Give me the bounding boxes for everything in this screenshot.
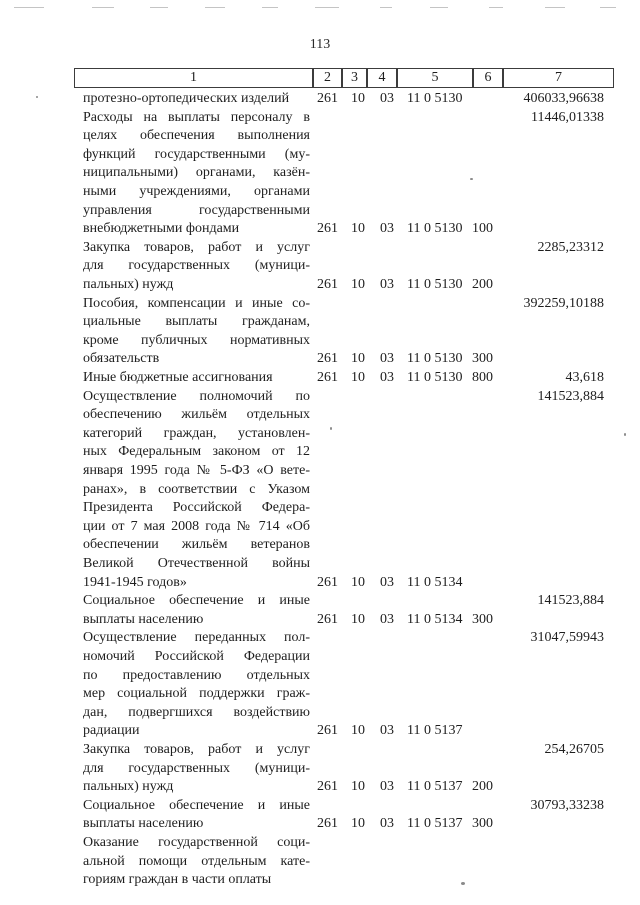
column-header: 4 (367, 68, 397, 88)
row-description-line: целях обеспечения выполнения (83, 128, 310, 144)
scan-edge-mark (600, 7, 616, 8)
row-description-line: функций государственными (му- (83, 146, 310, 162)
row-description-line: обязательств (83, 351, 160, 367)
cell-subsection: 03 (380, 816, 394, 832)
cell-amount: 406033,96638 (523, 91, 604, 106)
row-description-line: гориям граждан в части оплаты (83, 872, 272, 888)
cell-target-article: 11 0 5134 (407, 574, 463, 590)
cell-expense-type: 200 (472, 779, 493, 795)
row-description-line: циальные выплаты гражданам, (83, 314, 310, 330)
scan-speck (36, 96, 38, 98)
cell-section: 10 (351, 91, 365, 106)
cell-amount: 30793,33238 (530, 797, 604, 813)
row-description-line: января 1995 года № 5-ФЗ «О вете- (83, 463, 310, 478)
cell-expense-type: 200 (472, 277, 493, 292)
row-description-line: радиации (83, 723, 140, 739)
cell-section: 10 (351, 779, 365, 795)
scan-edge-mark (489, 7, 503, 8)
row-description-line: Закупка товаров, работ и услуг (83, 239, 310, 255)
cell-expense-type: 300 (472, 611, 493, 627)
row-description-line: альной помощи отдельным кате- (83, 853, 310, 869)
row-description-line: Великой Отечественной войны (83, 556, 310, 571)
cell-grbs: 261 (317, 277, 338, 292)
cell-target-article: 11 0 5137 (407, 816, 463, 832)
row-description-line: номочий Российской Федерации (83, 649, 310, 664)
row-description-line: Социальное обеспечение и иные (83, 797, 310, 813)
cell-amount: 141523,884 (537, 593, 604, 609)
cell-subsection: 03 (380, 277, 394, 292)
cell-grbs: 261 (317, 723, 338, 739)
cell-amount: 141523,884 (537, 388, 604, 404)
row-description-line: по предоставлению отдельных (83, 667, 310, 683)
column-header: 5 (397, 68, 473, 88)
column-header: 1 (74, 68, 313, 88)
cell-amount: 43,618 (565, 370, 604, 385)
cell-amount: 31047,59943 (530, 630, 604, 646)
row-description-line: ниципальными) органами, казён- (83, 165, 310, 181)
cell-target-article: 11 0 5130 (407, 370, 463, 385)
column-header: 7 (503, 68, 614, 88)
cell-grbs: 261 (317, 574, 338, 590)
row-description-line: ции от 7 мая 2008 года № 714 «Об (83, 518, 310, 534)
cell-subsection: 03 (380, 779, 394, 795)
row-description-line: категорий граждан, установлен- (83, 425, 310, 441)
cell-section: 10 (351, 723, 365, 739)
scan-speck (330, 427, 332, 430)
cell-subsection: 03 (380, 221, 394, 237)
cell-grbs: 261 (317, 91, 338, 106)
cell-grbs: 261 (317, 351, 338, 367)
cell-subsection: 03 (380, 351, 394, 367)
row-description-line: Иные бюджетные ассигнования (83, 370, 273, 385)
cell-amount: 392259,10188 (523, 295, 604, 311)
page-number: 113 (309, 37, 331, 52)
row-description-line: Оказание государственной соци- (83, 835, 310, 850)
column-header: 2 (313, 68, 342, 88)
cell-target-article: 11 0 5137 (407, 723, 463, 739)
scan-edge-mark (205, 7, 225, 8)
cell-amount: 2285,23312 (537, 239, 604, 255)
cell-target-article: 11 0 5130 (407, 91, 463, 106)
scan-edge-mark (150, 7, 168, 8)
row-description-line: 1941-1945 годов» (83, 574, 187, 590)
cell-expense-type: 100 (472, 221, 493, 237)
cell-subsection: 03 (380, 574, 394, 590)
row-description-line: Осуществление полномочий по (83, 388, 310, 404)
row-description-line: ных Федеральным законом от 12 (83, 444, 310, 460)
row-description-line: Закупка товаров, работ и услуг (83, 742, 310, 757)
cell-target-article: 11 0 5130 (407, 351, 463, 367)
cell-grbs: 261 (317, 779, 338, 795)
row-description-line: управления государственными (83, 202, 310, 218)
cell-target-article: 11 0 5130 (407, 277, 463, 292)
row-description-line: ными учреждениями, органами (83, 184, 310, 199)
cell-section: 10 (351, 611, 365, 627)
cell-target-article: 11 0 5137 (407, 779, 463, 795)
scan-speck (470, 178, 473, 180)
row-description-line: пальных) нужд (83, 779, 174, 795)
row-description-line: для государственных (муници- (83, 760, 310, 776)
row-description-line: протезно-ортопедических изделий (83, 91, 290, 106)
row-description-line: ранах», в соответствии с Указом (83, 481, 310, 497)
scan-speck (624, 433, 626, 436)
row-description-line: обеспечению жильём отдельных (83, 407, 310, 423)
scan-speck (461, 882, 465, 885)
scan-edge-mark (380, 7, 392, 8)
cell-subsection: 03 (380, 370, 394, 385)
cell-grbs: 261 (317, 370, 338, 385)
scan-edge-mark (14, 7, 44, 8)
cell-grbs: 261 (317, 221, 338, 237)
table-header-row (75, 68, 614, 88)
cell-expense-type: 300 (472, 816, 493, 832)
cell-subsection: 03 (380, 723, 394, 739)
cell-amount: 254,26705 (544, 742, 604, 757)
scan-edge-mark (430, 7, 448, 8)
cell-section: 10 (351, 574, 365, 590)
cell-expense-type: 800 (472, 370, 493, 385)
row-description-line: мер социальной поддержки граж- (83, 686, 310, 702)
cell-target-article: 11 0 5130 (407, 221, 463, 237)
cell-expense-type: 300 (472, 351, 493, 367)
cell-section: 10 (351, 351, 365, 367)
row-description-line: Президента Российской Федера- (83, 500, 310, 516)
cell-section: 10 (351, 370, 365, 385)
row-description-line: дан, подвергшихся воздействию (83, 704, 310, 720)
row-description-line: кроме публичных нормативных (83, 332, 310, 348)
cell-section: 10 (351, 277, 365, 292)
column-header: 3 (342, 68, 367, 88)
cell-subsection: 03 (380, 611, 394, 627)
row-description-line: Осуществление переданных пол- (83, 630, 310, 646)
row-description-line: для государственных (муници- (83, 258, 310, 274)
scan-edge-mark (545, 7, 565, 8)
row-description-line: выплаты населению (83, 611, 204, 627)
cell-amount: 11446,01338 (531, 109, 604, 125)
cell-grbs: 261 (317, 816, 338, 832)
scan-edge-mark (262, 7, 278, 8)
cell-subsection: 03 (380, 91, 394, 106)
column-header: 6 (473, 68, 503, 88)
row-description-line: Пособия, компенсации и иные со- (83, 295, 310, 311)
cell-section: 10 (351, 816, 365, 832)
row-description-line: Расходы на выплаты персоналу в (83, 109, 310, 125)
row-description-line: обеспечении жильём ветеранов (83, 537, 310, 553)
scan-edge-mark (92, 7, 114, 8)
row-description-line: выплаты населению (83, 816, 204, 832)
row-description-line: внебюджетными фондами (83, 221, 240, 237)
cell-target-article: 11 0 5134 (407, 611, 463, 627)
cell-grbs: 261 (317, 611, 338, 627)
row-description-line: пальных) нужд (83, 277, 174, 292)
cell-section: 10 (351, 221, 365, 237)
row-description-line: Социальное обеспечение и иные (83, 593, 310, 609)
scan-edge-mark (315, 7, 339, 8)
